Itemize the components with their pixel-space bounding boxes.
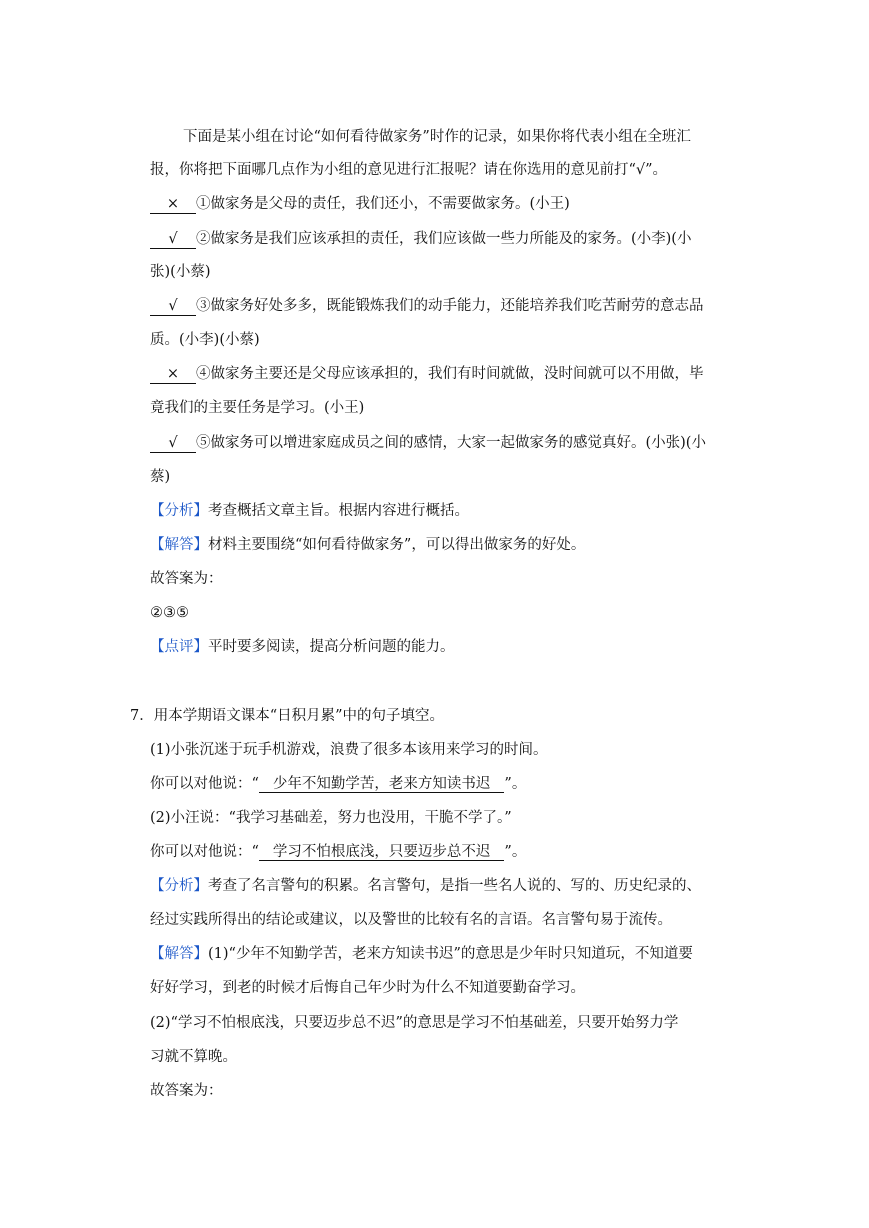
- comment-tag: 【点评】: [150, 639, 208, 655]
- solution-tag: 【解答】: [150, 537, 208, 553]
- q6-analysis: [150, 501, 469, 521]
- option-4-cont: 竟我们的主要任务是学习。(小王): [150, 400, 365, 416]
- say-suffix: ”。: [504, 844, 527, 860]
- option-text: ⑤做家务可以增进家庭成员之间的感情，大家一起做家务的感觉真好。(小张)(小: [196, 435, 706, 451]
- option-2-cont: 张)(小蔡): [150, 264, 211, 280]
- option-text: ④做家务主要还是父母应该承担的，我们有时间就做，没时间就可以不用做，毕: [196, 366, 704, 382]
- option-mark: √: [150, 297, 196, 316]
- q6-comment: [150, 637, 455, 657]
- say-suffix: ”。: [504, 776, 527, 792]
- intro-line-1: 下面是某小组在讨论“如何看待做家务”时作的记录，如果你将代表小组在全班汇: [183, 129, 691, 145]
- option-1: [150, 194, 570, 214]
- solution-tag: 【解答】: [150, 946, 208, 962]
- option-mark: ×: [150, 195, 196, 214]
- option-mark: ×: [150, 365, 196, 384]
- analysis-text: 考查概括文章主旨。根据内容进行概括。: [208, 503, 469, 519]
- q7-answer-2: [150, 842, 526, 862]
- q7-analysis-cont: 经过实践所得出的结论或建议，以及警世的比较有名的言语。名言警句易于流传。: [150, 912, 672, 928]
- q6-answer: ②③⑤: [150, 605, 189, 621]
- option-mark: √: [150, 434, 196, 453]
- option-mark: √: [150, 230, 196, 249]
- fill-blank: 学习不怕根底浅，只要迈步总不迟: [259, 844, 505, 861]
- say-prefix: 你可以对他说：“: [150, 776, 259, 792]
- q7-solution-2-cont: 习就不算晚。: [150, 1049, 237, 1065]
- q7-title: 7．用本学期语文课本“日积月累”中的句子填空。: [130, 708, 445, 724]
- q7-answer-label: 故答案为：: [150, 1083, 223, 1099]
- option-2: [150, 229, 691, 249]
- q7-solution: [150, 944, 693, 964]
- analysis-text: 考查了名言警句的积累。名言警句，是指一些名人说的、写的、历史纪录的、: [208, 878, 701, 894]
- option-text: ①做家务是父母的责任，我们还小，不需要做家务。(小王): [196, 196, 570, 212]
- q7-solution-1-cont: 好好学习，到老的时候才后悔自己年少时为什么不知道要勤奋学习。: [150, 980, 585, 996]
- q7-part-2: (2)小汪说：“我学习基础差，努力也没用，干脆不学了。”: [150, 810, 512, 826]
- option-5: [150, 433, 706, 453]
- analysis-tag: 【分析】: [150, 878, 208, 894]
- comment-text: 平时要多阅读，提高分析问题的能力。: [208, 639, 455, 655]
- solution-text: 材料主要围绕“如何看待做家务”，可以得出做家务的好处。: [208, 537, 586, 553]
- analysis-tag: 【分析】: [150, 503, 208, 519]
- option-3-cont: 质。(小李)(小蔡): [150, 332, 260, 348]
- say-prefix: 你可以对他说：“: [150, 844, 259, 860]
- option-4: [150, 364, 704, 384]
- q7-part-1: (1)小张沉迷于玩手机游戏，浪费了很多本该用来学习的时间。: [150, 742, 548, 758]
- q7-answer-1: [150, 774, 526, 794]
- option-text: ③做家务好处多多，既能锻炼我们的动手能力，还能培养我们吃苦耐劳的意志品: [196, 298, 704, 314]
- q6-answer-label: 故答案为：: [150, 571, 223, 587]
- q6-solution: [150, 535, 585, 555]
- intro-line-2: 报，你将把下面哪几点作为小组的意见进行汇报呢？请在你选用的意见前打“√”。: [150, 162, 668, 178]
- option-5-cont: 蔡): [150, 469, 171, 485]
- fill-blank: 少年不知勤学苦，老来方知读书迟: [259, 776, 505, 793]
- option-3: [150, 296, 704, 316]
- q7-analysis: [150, 876, 701, 896]
- option-text: ②做家务是我们应该承担的责任，我们应该做一些力所能及的家务。(小李)(小: [196, 231, 692, 247]
- solution-text: (1)“少年不知勤学苦，老来方知读书迟”的意思是少年时只知道玩，不知道要: [208, 946, 693, 962]
- q7-solution-2: (2)“学习不怕根底浅，只要迈步总不迟”的意思是学习不怕基础差，只要开始努力学: [150, 1015, 679, 1031]
